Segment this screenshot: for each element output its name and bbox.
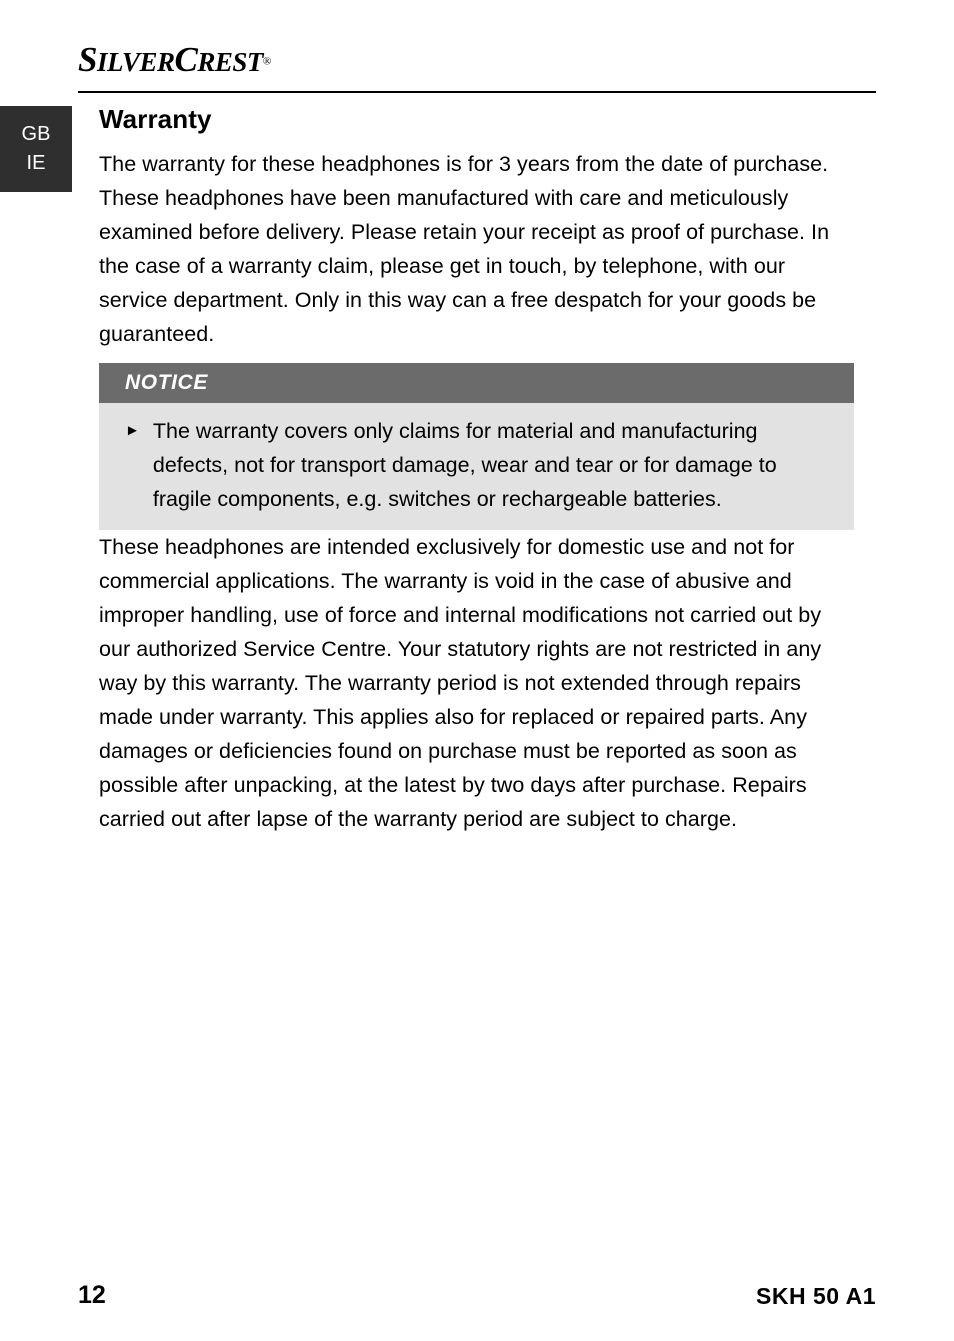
notice-body bbox=[99, 403, 854, 530]
notice-item-text: The warranty covers only claims for material and manufacturing defects, not for transport damage, wear and tear or for damage to fragile components, e.g. switches or rechargeable batteries. bbox=[152, 419, 777, 511]
brand-logo-ilver: ILVER bbox=[96, 47, 175, 77]
notice-heading: NOTICE bbox=[99, 363, 854, 403]
model-number: SKH 50 A1 bbox=[756, 1283, 876, 1309]
page-number: 12 bbox=[78, 1281, 106, 1309]
registered-trademark-icon: ® bbox=[262, 55, 271, 68]
brand-logo-c: C bbox=[174, 40, 198, 79]
page-content bbox=[99, 104, 856, 836]
notice-list-item bbox=[125, 414, 834, 516]
brand-logo-rest: REST bbox=[197, 47, 263, 77]
page-title: Warranty bbox=[99, 104, 212, 134]
arrow-right-icon: ► bbox=[125, 422, 140, 439]
warranty-paragraph-2: These headphones are intended exclusively for domestic use and not for commercial applications. The warranty is void in the case of abusive and improper handling, use of force and internal modifications not carried out by our authorized Service Centre. Your statutory rights are not restricted in any way by this warranty. The warranty period is not extended through repairs made under warranty. This applies also for replaced or repaired parts. Any damages or deficiencies found on purchase must be reported as soon as possible after unpacking, at the latest by two days after purchase. Repairs carried out after lapse of the warranty period are subject to charge. bbox=[99, 535, 822, 831]
brand-logo-s: S bbox=[78, 40, 97, 79]
warranty-paragraph-1: The warranty for these headphones is for 3 years from the date of purchase. These headphones have been manufactured with care and meticulously examined before delivery. Please retain your receipt as proof of purchase. In the case of a warranty claim, please get in touch, by telephone, with our service department. Only in this way can a free despatch for your goods be guaranteed. bbox=[99, 152, 830, 346]
language-tab-line-ie: IE bbox=[26, 152, 46, 174]
brand-logo bbox=[78, 42, 271, 77]
header-divider bbox=[78, 91, 876, 93]
language-tab bbox=[0, 106, 72, 192]
language-tab-line-gb: GB bbox=[21, 123, 51, 145]
notice-box bbox=[99, 363, 854, 530]
